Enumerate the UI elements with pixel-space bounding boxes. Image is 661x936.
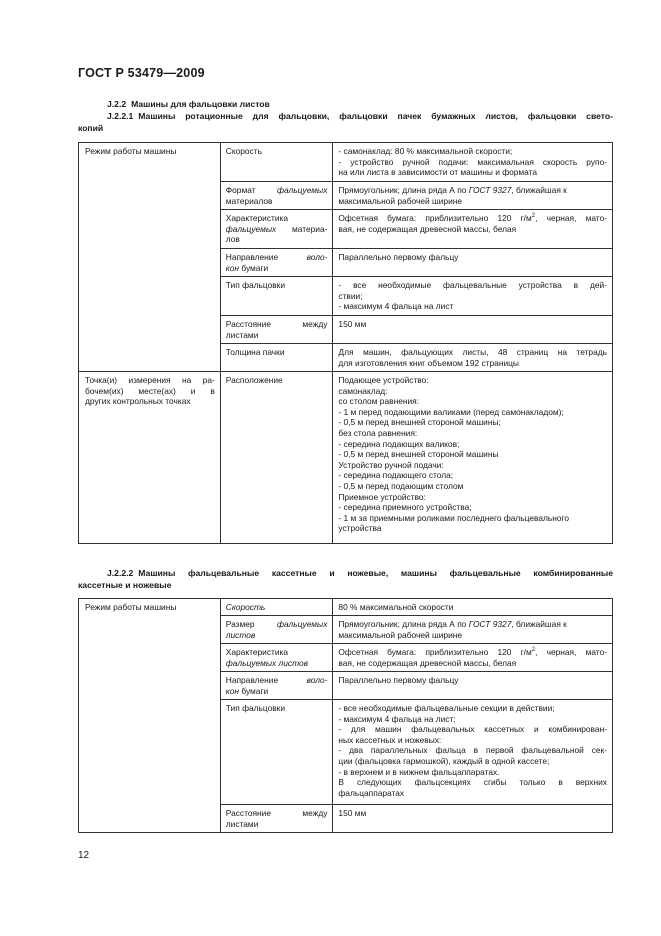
measurement-table-1 [78,142,613,544]
value-cell: Параллельно первому фальцу [333,249,613,277]
measurement-points-cell: Точка(и) измерения на ра- бочем(их) месте(ах) и в других контрольных точках [79,372,221,544]
table-row [79,372,613,544]
mode-cell: Режим работы машины [79,143,221,372]
section-title-line1: Машины фальцевальные кассетные и ножевые, машины фальцевальные комбинированные [138,568,613,578]
section-title-line1: Машины ротационные для фальцовки, фальцовки пачек бумажных листов, фальцовки свето- [138,111,613,121]
value-cell: 80 % максимальной скорости [333,599,613,616]
value-cell: Для машин, фальцующих листы, 48 страниц на тетрадь для изготовления книг объемом 192 страницы [333,344,613,372]
param-cell: Характеристика фальцуемых листов [220,644,333,672]
value-cell: Параллельно первому фальцу [333,672,613,700]
param-cell: Размер фальцуемых листов [220,616,333,644]
param-cell: Направление воло- кон бумаги [220,249,333,277]
value-cell: - самонаклад: 80 % максимальной скорости; - устройство ручной подачи: максимальная скорость рупо- на или листа в зависимости от машины и формата [333,143,613,182]
section-heading-j2222-cont: кассетные и ножевые [78,580,172,590]
value-cell: - все необходимые фальцевальные секции в действии; - максимум 4 фальца на лист; - для машин фальцевальных кассетных и комбинирован- ных кассетных и ножевых: - два параллельных фальца в первой фальцевальной сек- ции (фальцовка гармошкой), каждый в одной кассете; - в верхнем и в нижнем фальцаппаратах. В следующих фальцсекциях сгибы только в верхних фальцаппаратах [333,700,613,805]
param-cell: Расположение [220,372,333,544]
param-cell: Скорость [220,143,333,182]
table-row [79,143,613,182]
param-cell: Скорость [220,599,333,616]
param-cell: Тип фальцовки [220,700,333,805]
param-cell: Расстояние между листами [220,805,333,833]
value-cell: 150 мм [333,805,613,833]
param-cell: Расстояние между листами [220,316,333,344]
section-number: J.2.2.2 [107,568,134,578]
param-cell: Формат фальцуемых материалов [220,182,333,210]
section-heading-j2221 [78,110,613,122]
value-cell: Прямоугольник; длина ряда А по ГОСТ 9327, ближайшая к максимальной рабочей ширине [333,182,613,210]
value-cell: Офсетная бумага: приблизительно 120 $г/м^2$, черная, мато- вая, не содержащая древесной массы, белая [333,644,613,672]
section-number: J.2.2 [107,99,127,109]
value-cell: Прямоугольник; длина ряда А по ГОСТ 9327, ближайшая к максимальной рабочей ширине [333,616,613,644]
param-cell: Характеристика фальцуемых материа- лов [220,210,333,249]
param-cell: Тип фальцовки [220,277,333,316]
param-cell: Направление воло- кон бумаги [220,672,333,700]
table-row [79,599,613,616]
value-cell: Подающее устройство: самонаклад: со столом равнения: - 1 м перед подающими валиками (перед самонакладом); - 0,5 м перед внешней стороной машины; без стола равнения: - середина подающих валиков; - 0,5 м перед внешней стороной машины Устройство ручной подачи: - середина подающего стола; - 0,5 м перед подающим столом Приемное устройство: - середина приемного устройства; - 1 м за приемными роликами последнего фальцевального устройства [333,372,613,544]
section-number: J.2.2.1 [107,111,134,121]
section-heading-j2222 [78,567,613,579]
measurement-table-2 [78,598,613,833]
value-cell: - все необходимые фальцевальные устройства в дей- ствии; - максимум 4 фальца на лист [333,277,613,316]
param-cell: Толщина пачки [220,344,333,372]
value-cell: Офсетная бумага: приблизительно 120 $г/м^2$, черная, мато- вая, не содержащая древесной массы, белая [333,210,613,249]
section-heading-j2221-cont: копий [78,123,104,133]
section-heading-j222 [78,98,270,110]
document-header: ГОСТ Р 53479—2009 [78,66,205,80]
mode-cell: Режим работы машины [79,599,221,833]
page-number: 12 [78,850,90,861]
value-cell: 150 мм [333,316,613,344]
section-title: Машины для фальцовки листов [131,99,270,109]
